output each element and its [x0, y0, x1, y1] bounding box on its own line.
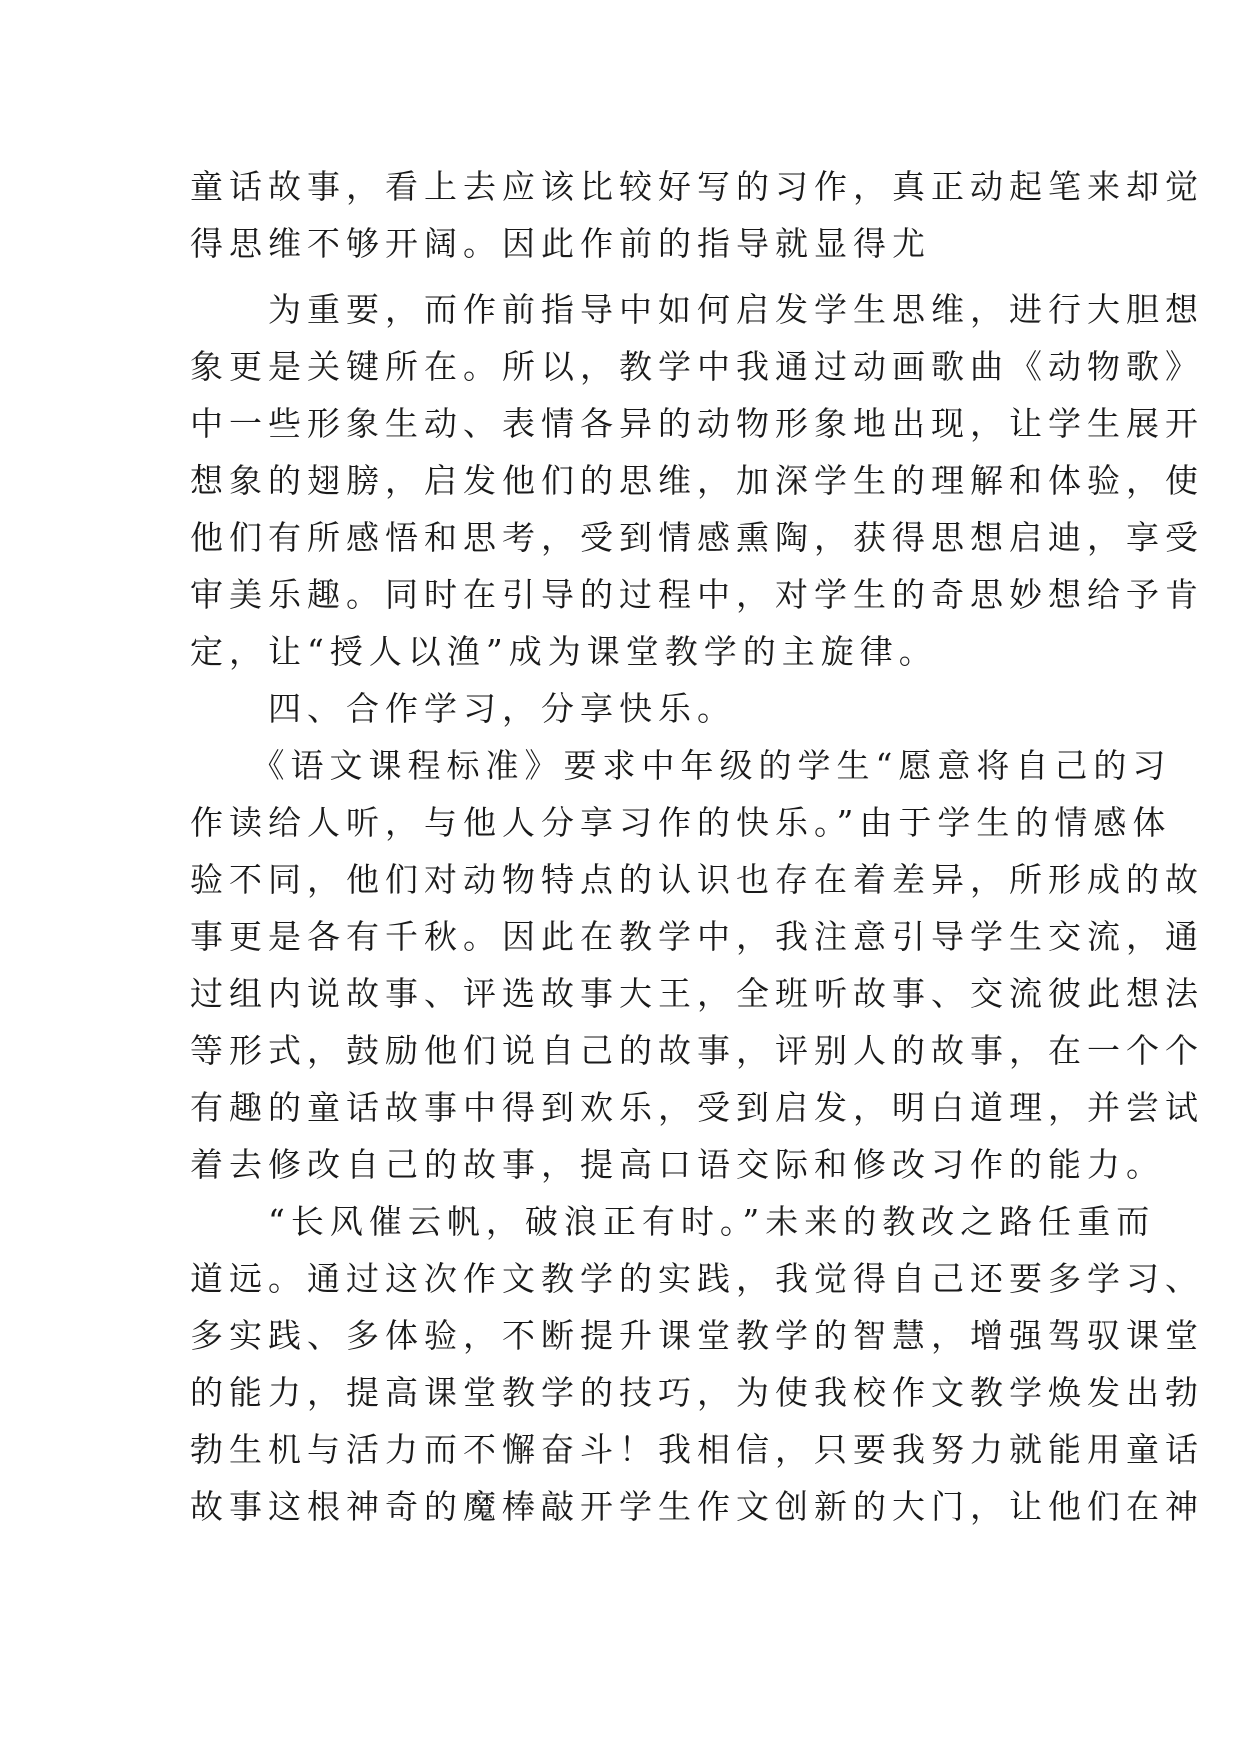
text-line: 为重要，而作前指导中如何启发学生思维，进行大胆想	[190, 290, 1204, 329]
text-line: 等形式，鼓励他们说自己的故事，评别人的故事，在一个个	[190, 1031, 1204, 1070]
text-line: 象更是关键所在。所以，教学中我通过动画歌曲《动物歌》	[190, 347, 1204, 386]
text-line: 童话故事，看上去应该比较好写的习作，真正动起笔来却觉	[190, 167, 1204, 206]
text-line: 定，让“授人以渔”成为课堂教学的主旋律。	[190, 632, 938, 671]
text-line: 着去修改自己的故事，提高口语交际和修改习作的能力。	[190, 1145, 1165, 1184]
text-line: 得思维不够开阔。因此作前的指导就显得尤	[190, 224, 931, 263]
text-line: 道远。通过这次作文教学的实践，我觉得自己还要多学习、	[190, 1259, 1204, 1298]
text-line: 验不同，他们对动物特点的认识也存在着差异，所形成的故	[190, 860, 1204, 899]
text-line: 的能力，提高课堂教学的技巧，为使我校作文教学焕发出勃	[190, 1373, 1204, 1412]
text-line: 中一些形象生动、表情各异的动物形象地出现，让学生展开	[190, 404, 1204, 443]
section-heading: 四、合作学习，分享快乐。	[190, 689, 736, 728]
text-line: 多实践、多体验，不断提升课堂教学的智慧，增强驾驭课堂	[190, 1316, 1204, 1355]
text-line: 他们有所感悟和思考，受到情感熏陶，获得思想启迪，享受	[190, 518, 1204, 557]
text-line: 审美乐趣。同时在引导的过程中，对学生的奇思妙想给予肯	[190, 575, 1204, 614]
text-line: 作读给人听，与他人分享习作的快乐。”由于学生的情感体	[190, 803, 1172, 842]
text-line: “长风催云帆，破浪正有时。”未来的教改之路任重而	[190, 1202, 1156, 1241]
text-line: 过组内说故事、评选故事大王，全班听故事、交流彼此想法	[190, 974, 1204, 1013]
text-line: 想象的翅膀，启发他们的思维，加深学生的理解和体验，使	[190, 461, 1204, 500]
text-line: 有趣的童话故事中得到欢乐，受到启发，明白道理，并尝试	[190, 1088, 1204, 1127]
text-line: 勃生机与活力而不懈奋斗！我相信，只要我努力就能用童话	[190, 1430, 1204, 1469]
document-body	[190, 158, 1204, 1535]
line-gap	[190, 272, 1070, 281]
text-line: 事更是各有千秋。因此在教学中，我注意引导学生交流，通	[190, 917, 1204, 956]
text-line: 《语文课程标准》要求中年级的学生“愿意将自己的习	[190, 746, 1172, 785]
text-line: 故事这根神奇的魔棒敲开学生作文创新的大门，让他们在神	[190, 1487, 1204, 1526]
